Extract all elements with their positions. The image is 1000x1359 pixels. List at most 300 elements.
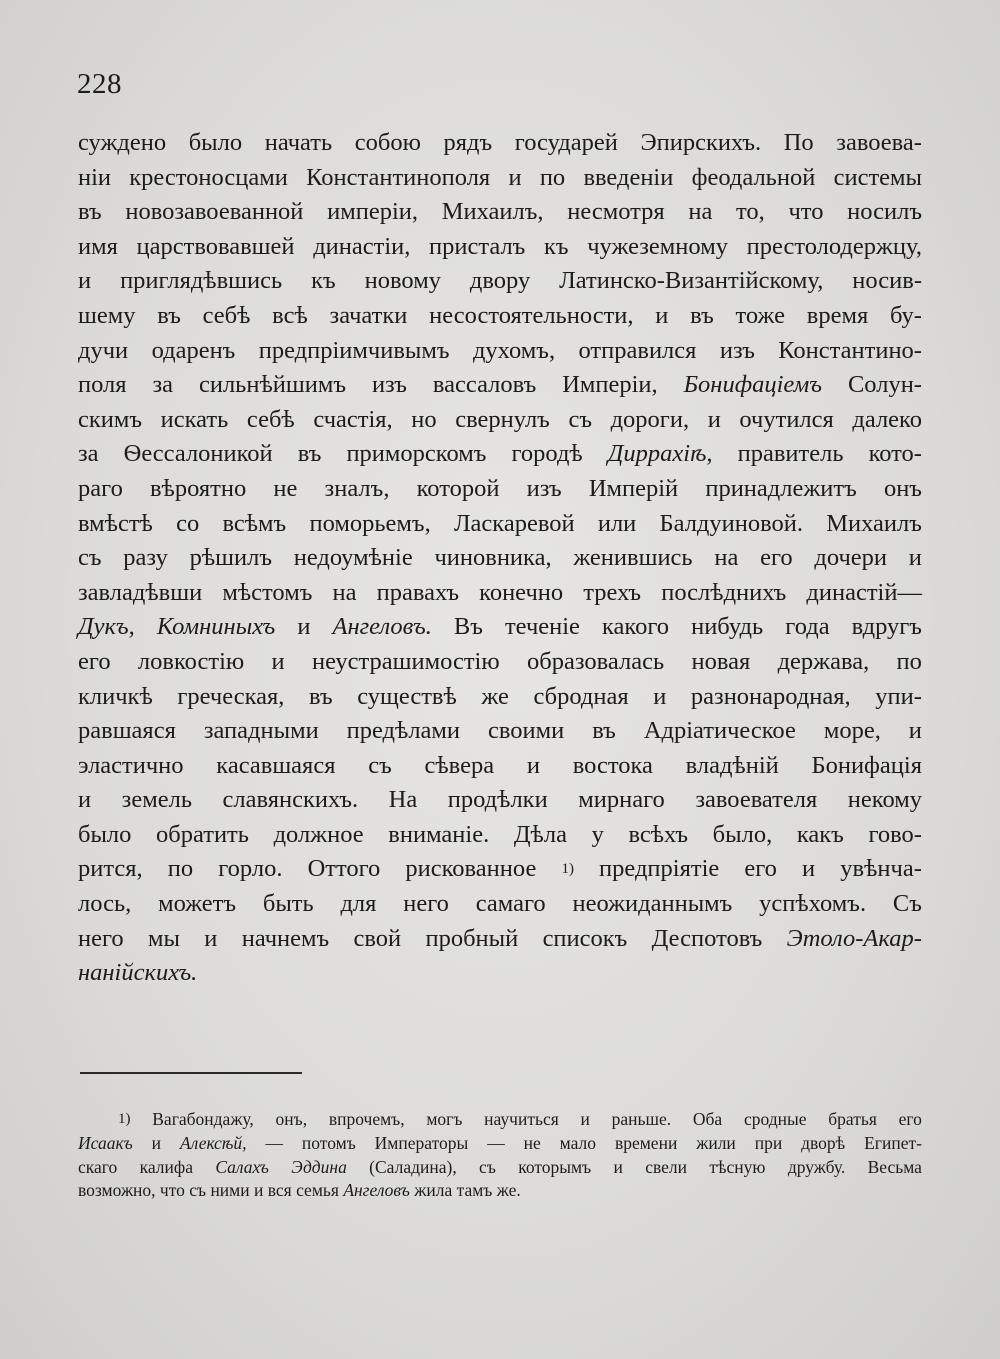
word: приморскомъ — [346, 440, 487, 468]
word: и — [151, 1132, 162, 1153]
italic-text: нанійскихъ. — [78, 959, 198, 987]
word: изъ — [719, 336, 755, 364]
word: предѣлами — [346, 717, 461, 745]
body-line-5 — [78, 264, 922, 299]
word: вмѣстѣ — [78, 509, 153, 537]
word: рядъ — [443, 129, 493, 156]
word: можетъ — [158, 890, 237, 918]
word: Ангеловъ. — [332, 613, 432, 641]
word: разу — [123, 544, 168, 572]
text-run: возможно, что съ ними и вся семья — [78, 1180, 344, 1201]
justified-words — [78, 1132, 922, 1156]
word: рѣшилъ — [189, 544, 272, 572]
word: Бонифаціемъ — [683, 371, 823, 399]
justified-words — [78, 887, 922, 922]
word: Балдуиновой. — [659, 509, 803, 537]
justified-words — [78, 680, 922, 715]
body-line-4 — [78, 230, 922, 265]
body-line-9 — [78, 403, 922, 438]
word: начать — [264, 129, 333, 156]
word: и — [271, 647, 285, 675]
word: могъ — [426, 1109, 463, 1129]
word: него — [403, 890, 449, 918]
word: Латинско-Византійскому, — [559, 267, 824, 295]
body-line-8 — [78, 368, 922, 403]
italic-text: Ангеловъ — [343, 1180, 410, 1201]
word: сбродная — [533, 682, 629, 710]
word: держава, — [777, 647, 870, 675]
word: феодальной — [691, 163, 816, 191]
word: и — [580, 1109, 590, 1129]
justified-words — [78, 541, 922, 576]
justified-words — [78, 576, 922, 611]
word: Салахъ — [215, 1156, 269, 1177]
word: вниманіе. — [388, 820, 490, 848]
body-line-3 — [78, 195, 922, 230]
word: одаренъ — [151, 336, 236, 364]
body-line-19 — [78, 749, 922, 784]
justified-words — [78, 472, 922, 507]
word: какъ — [796, 820, 844, 848]
word: и — [526, 751, 540, 779]
word: начнемъ — [241, 924, 330, 952]
body-line-1 — [78, 126, 922, 161]
word: неустрашимостію — [312, 647, 500, 675]
word: обратить — [156, 820, 249, 848]
justified-words — [78, 299, 922, 334]
word: Дѣла — [513, 820, 567, 848]
word: носив- — [852, 267, 922, 295]
word: трехъ — [583, 578, 642, 606]
word: далеко — [852, 405, 922, 433]
page-number: 228 — [77, 68, 122, 100]
body-line-15 — [78, 610, 922, 645]
word: теченіе — [504, 613, 580, 641]
word: свели — [645, 1156, 688, 1177]
word: разнонародная, — [690, 682, 851, 710]
word: и — [508, 163, 522, 191]
word: дворѣ — [801, 1132, 846, 1153]
word: чиновника, — [434, 544, 552, 572]
word: престолодержцу, — [746, 232, 922, 260]
word: владѣній — [685, 751, 779, 779]
word: себѣ — [246, 405, 295, 433]
word: и — [655, 301, 669, 329]
word: равшаяся — [78, 717, 176, 745]
justified-words — [78, 749, 922, 784]
word: несмотря — [567, 198, 665, 226]
justified-words — [78, 403, 922, 438]
word: продѣлки — [447, 786, 548, 814]
word: мы — [148, 924, 180, 952]
justified-words — [78, 368, 922, 403]
word: на — [714, 544, 739, 572]
word: Михаилъ — [826, 509, 922, 537]
word: Константино- — [778, 336, 922, 364]
word: Въ — [453, 613, 483, 641]
word: жили — [696, 1132, 736, 1153]
word: отправился — [578, 336, 697, 364]
word: море, — [823, 717, 881, 745]
word: касавшаяся — [216, 751, 336, 779]
word: системы — [833, 163, 922, 191]
word: было — [188, 129, 243, 156]
body-line-14 — [78, 576, 922, 611]
word: очутился — [739, 405, 834, 433]
word: какого — [602, 613, 670, 641]
word: счастія, — [313, 405, 393, 433]
word: послѣднихъ — [661, 578, 787, 606]
word: и — [78, 267, 92, 295]
word: мѣстомъ — [222, 578, 313, 606]
word: и — [297, 613, 311, 641]
word: не — [523, 1132, 541, 1153]
word: и — [908, 717, 922, 745]
word: имя — [78, 232, 118, 260]
word: рится, — [78, 855, 143, 883]
justified-words — [78, 783, 922, 818]
word: въ — [308, 682, 333, 710]
word: своими — [488, 717, 565, 745]
word: самаго — [475, 890, 546, 918]
word: правитель — [737, 440, 844, 468]
word: завладѣвши — [78, 578, 203, 606]
word: Константинополя — [306, 163, 491, 191]
word: со — [176, 509, 200, 537]
word: успѣхомъ. — [759, 890, 867, 918]
word: Дукъ, — [78, 613, 135, 641]
word: Эддина — [291, 1156, 347, 1177]
word: Имперіи, — [562, 371, 658, 399]
word: упи- — [875, 682, 922, 710]
word: существѣ — [357, 682, 457, 710]
word: или — [597, 509, 637, 537]
word: за — [152, 371, 174, 399]
word: (Саладина), — [369, 1156, 457, 1177]
word: несостоятельности, — [429, 301, 634, 329]
word: новозавоеванной — [125, 198, 304, 226]
word: Весьма — [867, 1156, 922, 1177]
justified-words — [78, 507, 922, 542]
word: онъ, — [275, 1109, 308, 1129]
body-line-2 — [78, 161, 922, 196]
word: года — [785, 613, 830, 641]
word: введеніи — [583, 163, 674, 191]
word: увѣнча- — [840, 855, 922, 883]
justified-words — [78, 334, 922, 369]
word: На — [388, 786, 418, 814]
text-run: жила тамъ же. — [409, 1180, 521, 1201]
word: у — [591, 820, 604, 848]
body-line-11 — [78, 472, 922, 507]
main-text — [78, 126, 922, 991]
word: рискованное — [405, 855, 537, 883]
word: Исаакъ — [78, 1132, 133, 1153]
word: Этоло-Акар- — [786, 924, 922, 952]
body-line-17 — [78, 680, 922, 715]
body-line-25 — [78, 956, 922, 991]
word: на — [332, 578, 357, 606]
word: съ — [479, 1156, 496, 1177]
justified-words — [78, 818, 922, 853]
body-line-18 — [78, 714, 922, 749]
word: завоевателя — [695, 786, 818, 814]
body-line-10 — [78, 437, 922, 472]
word: но — [411, 405, 437, 433]
word: сильнѣйшимъ — [198, 371, 347, 399]
word: его — [78, 647, 111, 675]
word: династіи, — [313, 232, 411, 260]
word: его — [760, 544, 793, 572]
word: скаго — [78, 1156, 118, 1177]
body-line-23 — [78, 887, 922, 922]
word: Эпирскихъ. — [640, 129, 762, 156]
word: чужеземному — [587, 232, 728, 260]
word: славянскихъ. — [222, 786, 359, 814]
word: на — [688, 198, 713, 226]
word: него — [78, 924, 124, 952]
body-line-24 — [78, 922, 922, 957]
word: земель — [121, 786, 192, 814]
word: по — [167, 855, 194, 883]
word: Ѳессалоникой — [123, 440, 273, 468]
word: и — [653, 682, 667, 710]
justified-words — [78, 645, 922, 680]
body-line-16 — [78, 645, 922, 680]
footnote-divider — [80, 1072, 302, 1074]
body-line-20 — [78, 783, 922, 818]
justified-words — [78, 922, 922, 957]
word: греческая, — [177, 682, 285, 710]
word: по — [539, 163, 566, 191]
justified-words — [78, 230, 922, 265]
word: мало — [559, 1132, 597, 1153]
word: Деспотовъ — [651, 924, 763, 952]
word: неожиданнымъ — [572, 890, 733, 918]
word: западными — [203, 717, 319, 745]
word: ловкостію — [137, 647, 245, 675]
justified-words — [78, 1156, 922, 1180]
word: кличкѣ — [78, 682, 153, 710]
word: Съ — [892, 890, 922, 918]
justified-words — [78, 126, 922, 161]
word: нибудь — [691, 613, 764, 641]
word: сродные — [743, 1109, 807, 1129]
word: тѣсную — [709, 1156, 766, 1177]
word: государей — [514, 129, 618, 156]
word: и — [908, 544, 922, 572]
word: дучи — [78, 336, 129, 364]
word: зналъ, — [324, 474, 390, 502]
word: изъ — [526, 474, 562, 502]
word: Вагабондажу, — [152, 1109, 254, 1129]
justified-words — [78, 161, 922, 196]
footnote-line-3 — [78, 1156, 922, 1180]
word: искать — [160, 405, 229, 433]
word: образовалась — [527, 647, 665, 675]
word: эластично — [78, 751, 184, 779]
word: 1) — [118, 1111, 131, 1127]
justified-words — [78, 437, 922, 472]
word: конечно — [479, 578, 564, 606]
word: Имперій — [588, 474, 679, 502]
word: свернулъ — [455, 405, 550, 433]
body-line-12 — [78, 507, 922, 542]
word: всѣ — [272, 301, 308, 329]
word: въ — [78, 198, 102, 226]
word: и — [78, 786, 92, 814]
word: Диррахіѣ, — [607, 440, 713, 468]
word: двору — [469, 267, 531, 295]
word: всѣхъ — [628, 820, 689, 848]
word: потомъ — [301, 1132, 356, 1153]
footnote-line-1 — [78, 1108, 922, 1132]
word: калифа — [139, 1156, 193, 1177]
word: поморьемъ, — [309, 509, 431, 537]
word: должное — [273, 820, 364, 848]
word: было — [78, 820, 132, 848]
word: которой — [416, 474, 500, 502]
word: кото- — [868, 440, 922, 468]
word: поля — [78, 371, 127, 399]
footnote-line-4 — [78, 1179, 922, 1203]
word: правахъ — [376, 578, 460, 606]
word: женившись — [573, 544, 693, 572]
word: съ — [568, 405, 592, 433]
word: дружбу. — [787, 1156, 846, 1177]
word: что — [788, 198, 824, 226]
justified-words — [78, 852, 922, 887]
word: же — [481, 682, 509, 710]
justified-words — [118, 1108, 922, 1132]
justified-words — [78, 714, 922, 749]
word: тоже — [735, 301, 786, 329]
word: и — [707, 405, 721, 433]
word: дочери — [814, 544, 888, 572]
word: вассаловъ — [432, 371, 537, 399]
word: для — [340, 890, 377, 918]
word: Императоры — [374, 1132, 469, 1153]
word: къ — [544, 232, 569, 260]
word: научиться — [484, 1109, 559, 1129]
word: при — [754, 1132, 783, 1153]
word: недоумѣніе — [293, 544, 413, 572]
word: было, — [712, 820, 773, 848]
word: списокъ — [542, 924, 628, 952]
word: имперіи, — [327, 198, 419, 226]
word: изъ — [371, 371, 407, 399]
word: бу- — [889, 301, 922, 329]
word: Солун- — [847, 371, 922, 399]
word: ніи — [78, 163, 112, 191]
word: свой — [353, 924, 402, 952]
word: — — [265, 1132, 283, 1153]
word: востока — [572, 751, 653, 779]
word: братья — [828, 1109, 877, 1129]
word: гово- — [868, 820, 922, 848]
word: новому — [364, 267, 441, 295]
word: городѣ — [511, 440, 583, 468]
footnote-line-2 — [78, 1132, 922, 1156]
word: горло. — [218, 855, 283, 883]
word: сѣвера — [424, 751, 495, 779]
word: то, — [736, 198, 765, 226]
word: династій— — [806, 578, 922, 606]
word: носилъ — [847, 198, 922, 226]
word: крестоносцами — [129, 163, 288, 191]
word: и — [613, 1156, 623, 1177]
justified-words — [78, 610, 922, 645]
justified-words — [78, 264, 922, 299]
body-line-21 — [78, 818, 922, 853]
word: раго — [78, 474, 123, 502]
body-line-22 — [78, 852, 922, 887]
word: собою — [354, 129, 421, 156]
word: къ — [311, 267, 336, 295]
word: царствовавшей — [136, 232, 295, 260]
word: дороги, — [610, 405, 690, 433]
word: Египет- — [864, 1132, 922, 1153]
word: по — [896, 647, 922, 675]
word: Оттого — [307, 855, 381, 883]
word: Бонифація — [811, 751, 922, 779]
word: и — [204, 924, 218, 952]
word: его — [744, 855, 777, 883]
word: Адріатическое — [643, 717, 796, 745]
word: вѣроятно — [149, 474, 247, 502]
word: зачатки — [329, 301, 408, 329]
body-line-7 — [78, 334, 922, 369]
word: предпріятіе — [599, 855, 720, 883]
word: — — [487, 1132, 505, 1153]
word: время — [806, 301, 869, 329]
word: времени — [614, 1132, 678, 1153]
word: себѣ — [202, 301, 251, 329]
word: не — [273, 474, 298, 502]
word: скимъ — [78, 405, 143, 433]
word: Комниныхъ — [156, 613, 276, 641]
word: въ — [297, 440, 322, 468]
word: лось, — [78, 890, 132, 918]
word: суждено — [78, 129, 167, 156]
word: быть — [262, 890, 314, 918]
word: новая — [691, 647, 751, 675]
word: 1) — [561, 861, 574, 878]
word: въ — [690, 301, 714, 329]
word: шему — [78, 301, 136, 329]
word: съ — [78, 544, 102, 572]
word: его — [898, 1109, 922, 1129]
word: съ — [368, 751, 392, 779]
word: и — [802, 855, 816, 883]
word: предпріимчивымъ — [258, 336, 450, 364]
body-line-13 — [78, 541, 922, 576]
justified-words — [78, 195, 922, 230]
word: всѣмъ — [222, 509, 287, 537]
word: завоева- — [836, 129, 922, 156]
word: въ — [157, 301, 181, 329]
body-line-6 — [78, 299, 922, 334]
word: вдругъ — [851, 613, 922, 641]
word: присталъ — [429, 232, 526, 260]
word: Ласкаревой — [453, 509, 575, 537]
word: мирнаго — [578, 786, 665, 814]
word: онъ — [883, 474, 922, 502]
word: которымъ — [518, 1156, 592, 1177]
word: Оба — [692, 1109, 723, 1129]
word: духомъ, — [472, 336, 556, 364]
word: пробный — [425, 924, 519, 952]
